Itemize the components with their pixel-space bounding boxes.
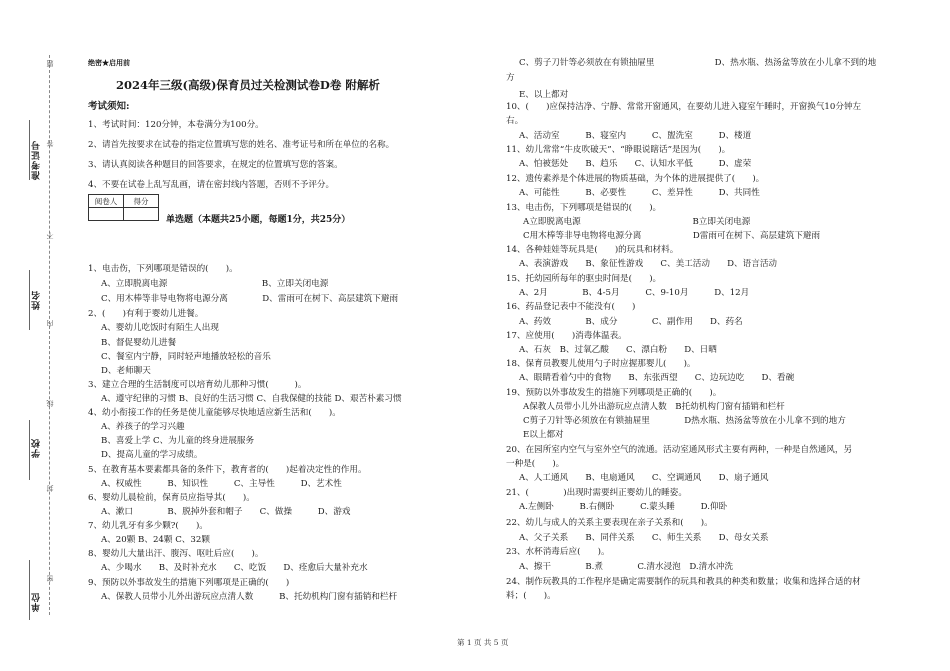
notice-item: 4、不要在试卷上乱写乱画，请在密封线内答题，否则不予评分。	[88, 180, 335, 190]
question-line: A、石灰 B、过氧乙酸 C、漂白粉 D、日晒	[519, 345, 717, 355]
question-line: A、怕被惩处 B、趋乐 C、认知水平低 D、虚荣	[519, 159, 752, 169]
question-line: 11、幼儿常常“牛皮吹破天”、“睁眼说瞎话”是因为( )。	[506, 145, 731, 155]
seal-mark: 不	[46, 232, 54, 239]
question-line: A、遵守纪律的习惯 B、良好的生活习惯 C、自我保健的技能 D、艰苦朴素习惯	[101, 394, 402, 404]
name-label: 姓名	[32, 290, 42, 310]
question-line: 方	[506, 73, 515, 83]
question-line: 19、预防以外事故发生的措施下列哪项是正确的( )。	[506, 388, 722, 398]
question-line: 14、各种娃娃等玩具是( )的玩具和材料。	[506, 245, 679, 255]
seal-mark: 封	[46, 485, 54, 492]
page-footer: 第 1 页 共 5 页	[457, 638, 509, 647]
section-heading: 单选题（本题共25小题，每题1分，共25分）	[166, 215, 351, 225]
question-line: A、可能性 B、必要性 C、差异性 D、共同性	[519, 188, 760, 198]
question-line: 8、婴幼儿大量出汗、腹泻、呕吐后应( )。	[88, 549, 264, 559]
question-line: A.左侧卧 B.右侧卧 C.蒙头睡 D.仰卧	[519, 502, 728, 512]
question-line: 13、电击伤，下列哪项是错误的( )。	[506, 203, 662, 213]
question-line: A、擦干 B.煮 C.清水浸泡 D.清水冲洗	[519, 562, 734, 572]
question-line: A、立即脱离电源 B、立即关闭电源	[101, 279, 329, 289]
binding-margin	[0, 0, 64, 671]
question-line: 3、建立合理的生活制度可以培育幼儿那种习惯( )。	[88, 380, 307, 390]
score-cell: 得分	[124, 195, 159, 208]
question-line: C、剪子刀针等必须放在有锁抽屉里 D、热水瓶、热汤盆等放在小儿拿不到的地	[519, 58, 877, 68]
question-line: A、父子关系 B、同伴关系 C、师生关系 D、母女关系	[519, 533, 769, 543]
question-line: 18、保育员教婴儿使用勺子时应握那婴儿( )。	[506, 359, 696, 369]
page-title: 2024年三级(高级)保育员过关检测试卷D卷 附解析	[116, 78, 380, 92]
question-line: E以上都对	[523, 430, 564, 440]
question-line: 15、托幼园所每年的驱虫时间是( )。	[506, 274, 662, 284]
question-line: C、用木棒等非导电物将电源分离 D、雷雨可在树下、高层建筑下避雨	[101, 294, 399, 304]
question-line: 2、( )有利于婴幼儿进餐。	[88, 309, 204, 319]
question-line: D、提高儿童的学习成绩。	[101, 450, 203, 460]
school-label: 学校	[32, 438, 42, 458]
question-line: 9、预防以外事故发生的措施下列哪项是正确的( )	[88, 578, 290, 588]
question-line: A、2月 B、4-5月 C、9-10月 D、12月	[519, 288, 750, 298]
question-line: 6、婴幼儿晨检前，保育员应指导其( )。	[88, 493, 255, 503]
question-line: 7、幼儿乳牙有多少颗?( )。	[88, 521, 208, 531]
question-line: 料；( )。	[506, 591, 556, 601]
question-line: A、药效 B、成分 C、副作用 D、药名	[519, 317, 743, 327]
question-line: B、督促婴幼儿进餐	[101, 338, 177, 348]
question-line: A、活动室 B、寝室内 C、盥洗室 D、楼道	[519, 131, 752, 141]
question-line: A、权威性 B、知识性 C、主导性 D、艺术性	[101, 479, 342, 489]
score-box	[88, 194, 159, 221]
question-line: 一种是( )。	[506, 459, 565, 469]
question-line: 10、( )应保持洁净、宁静、常常开窗通风，在要幼儿进入寝室午睡时，开窗换气10分钟左	[506, 102, 862, 112]
notice-item: 1、考试时间：120分钟，本卷满分为100分。	[88, 120, 264, 130]
question-line: 16、药品登记表中不能没有( )	[506, 302, 636, 312]
score-blank	[124, 208, 159, 221]
question-line: 21、( )出现时需要纠正婴幼儿的睡姿。	[506, 488, 687, 498]
unit-label: 单位	[32, 592, 42, 612]
question-line: A、婴幼儿吃饭时有陌生人出现	[101, 323, 219, 333]
question-line: 17、应使用( )消毒体温表。	[506, 331, 627, 341]
question-line: A、保教人员带小儿外出游玩应点清人数 B、托幼机构门窗有插销和栏杆	[101, 592, 398, 602]
question-line: A、眼睛看着勺中的食物 B、东张西望 C、边玩边吃 D、看碗	[519, 373, 795, 383]
question-line: E、以上都对	[519, 90, 569, 100]
question-line: A、20颗 B、24颗 C、32颗	[101, 535, 210, 545]
question-line: 24、制作玩教具的工作程序是确定需要制作的玩具和教具的种类和数量；收集和选择合适的材	[506, 577, 861, 587]
question-line: A、漱口 B、脱掉外套和帽子 C、做操 D、游戏	[101, 507, 351, 517]
question-line: 23、水杯消毒后应( )。	[506, 547, 610, 557]
seal-mark: 线	[46, 400, 54, 407]
secret-label: 绝密★启用前	[88, 58, 130, 67]
question-line: C用木棒等非导电物将电源分离 D雷雨可在树下、高层建筑下避雨	[523, 231, 821, 241]
seal-dashed-line	[49, 55, 50, 615]
question-line: 12、遗传素养是个体进展的物质基础，为个体的进展提供了( )。	[506, 174, 765, 184]
question-line: 1、电击伤，下列哪项是错误的( )。	[88, 264, 238, 274]
question-line: A、少喝水 B、及时补充水 C、吃饭 D、痊愈后大量补充水	[101, 563, 368, 573]
question-line: A保教人员带小儿外出游玩应点清人数 B托幼机构门窗有插销和栏杆	[523, 402, 785, 412]
notice-item: 2、请首先按要求在试卷的指定位置填写您的姓名、准考证号和所在单位的名称。	[88, 140, 395, 150]
question-line: C剪子刀针等必须放在有锁抽屉里 D热水瓶、热汤盆等放在小儿拿不到的地方	[523, 416, 846, 426]
question-line: A、养孩子的学习兴趣	[101, 422, 185, 432]
reviewer-blank	[89, 208, 124, 221]
question-line: 20、在园所室内空气与室外空气的流通。活动室通风形式主要有两种，一种是自然通风，另	[506, 445, 853, 455]
question-line: 右。	[506, 116, 524, 126]
question-line: A、表演游戏 B、象征性游戏 C、美工活动 D、语言活动	[519, 259, 778, 269]
question-line: 22、幼儿与成人的关系主要表现在亲子关系和( )。	[506, 518, 713, 528]
question-line: A、人工通风 B、电扇通风 C、空调通风 D、扇子通风	[519, 473, 769, 483]
question-line: D、老师聊天	[101, 366, 151, 376]
question-line: A立即脱离电源 B立即关闭电源	[523, 217, 751, 227]
seal-mark: 密	[46, 575, 54, 582]
question-line: 5、在教育基本要素都具备的条件下，教育者的( )起着决定性的作用。	[88, 465, 367, 475]
seal-mark: 答	[46, 140, 54, 147]
seal-mark: 内	[46, 320, 54, 327]
seal-mark: 题	[46, 60, 54, 67]
question-line: C、餐室内宁静，同时轻声地播放轻松的音乐	[101, 352, 271, 362]
notice-title: 考试须知:	[88, 101, 130, 112]
reviewer-cell: 阅卷人	[89, 195, 124, 208]
notice-item: 3、请认真阅读各种题目的回答要求，在规定的位置填写您的答案。	[88, 160, 343, 170]
exam-no-label: 准考证号	[32, 140, 42, 180]
question-line: B、喜爱上学 C、为儿童的终身进展服务	[101, 436, 255, 446]
question-line: 4、幼小衔接工作的任务是使儿童能够尽快地适应新生活和( )。	[88, 408, 341, 418]
